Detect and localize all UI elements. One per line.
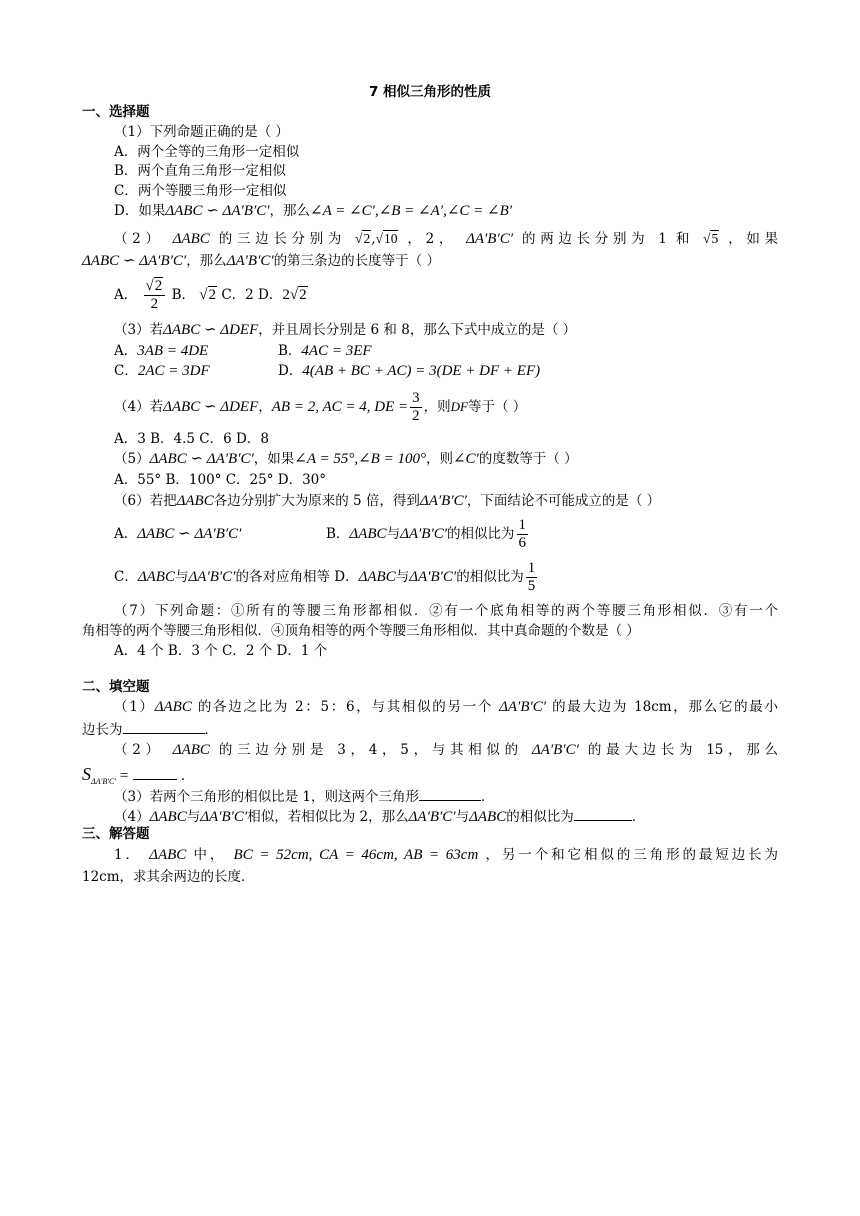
q2-sqrt1: √2: [355, 231, 371, 246]
fill4-math3: ΔA′B′C′: [408, 809, 456, 825]
q3-d-math: 4(AB + BC + AC) = 3(DE + DF + EF): [302, 363, 541, 379]
fill1-line1: [114, 697, 778, 717]
fill1-math1: ΔABC: [154, 699, 192, 715]
q2-num: （2）: [114, 231, 164, 247]
q1-stem: （1）下列命题正确的是（ ）: [114, 124, 289, 140]
q6-d-text1: 与: [395, 569, 410, 585]
fill2-text2: 的最大边长为 15，那么: [587, 742, 779, 758]
q2-stem-line1: （2） ΔABC 的三边长分别为 √2,√10 ，2， ΔA′B′C′ 的两边长分别为 1 和 √5 ，如果: [114, 231, 779, 247]
q6-c-math2: ΔA′B′C′: [188, 569, 236, 585]
q4-stem: [114, 387, 526, 427]
q3-stem: [114, 320, 576, 340]
fill1-answer-blank[interactable]: [123, 719, 205, 734]
fill3-answer-blank[interactable]: [419, 786, 481, 801]
q3-text2: ，并且周长分别是 6 和 8，那么下式中成立的是（ ）: [258, 322, 577, 338]
q2-line2-math2: ΔA′B′C′: [226, 253, 274, 269]
q4-text1: （4）若: [114, 399, 164, 415]
q3-text1: （3）若: [114, 322, 164, 338]
q5-text4: 的度数等于（ ）: [478, 451, 578, 467]
q2-line2-math: ΔABC ∽ ΔA′B′C′: [82, 253, 187, 269]
q2-line2-text2: 的第三条边的长度等于（ ）: [273, 253, 440, 269]
fill2-area-symbol: S: [82, 764, 91, 784]
q2-math-abc: ΔABC: [172, 231, 210, 247]
solve1-line2: 12cm，求其余两边的长度．: [82, 869, 255, 885]
q6-d-label: D．: [334, 569, 359, 585]
fill3-text: （3）若两个三角形的相似比是 1，则这两个三角形: [114, 789, 419, 805]
q2-sqrt3: √5: [703, 231, 719, 246]
q1-d-math1: ΔABC ∽ ΔA′B′C′: [165, 203, 270, 219]
q2-c-option: C．2: [221, 287, 254, 303]
q2-a-label: A．: [114, 287, 138, 303]
fill1-text2: 的最大边为 18cm，那么它的最小: [552, 699, 779, 715]
q4-fraction: $\frac{3}{2}$: [412, 390, 420, 424]
q6-option-c-d: [114, 557, 539, 597]
q5-math3: ∠C′: [452, 451, 479, 467]
q6-b-math1: ΔABC: [349, 526, 387, 542]
q4-math3: DF: [450, 399, 468, 414]
q2-options: [114, 275, 308, 315]
q1-d-prefix: D．如果: [114, 203, 166, 219]
q5-options: A．55° B．100° C．25° D．30°: [114, 472, 326, 488]
q3-c-label: C．: [114, 363, 138, 379]
fill1-text3: 边长为: [82, 722, 123, 738]
q3-option-d: [278, 361, 540, 381]
q2-text4: ，如果: [728, 231, 779, 247]
q4-options: A．3 B．4.5 C．6 D．8: [114, 431, 269, 447]
q4-text3: ，则: [423, 399, 451, 415]
q6-c-math1: ΔABC: [137, 569, 175, 585]
fill4-text1: 与: [186, 809, 201, 825]
q3-option-a: [114, 341, 208, 361]
fill4-line: [114, 806, 645, 827]
fill2-end: ．: [180, 768, 195, 784]
q1-d-mid: ，那么: [269, 203, 311, 219]
q3-c-math: 2AC = 3DF: [137, 363, 210, 379]
solve1-text1: 中，: [193, 847, 227, 863]
q7-options: A．4 个 B．3 个 C．2 个 D．1 个: [114, 643, 328, 659]
q2-stem-line2: [82, 251, 440, 271]
q1-option-c: C．两个等腰三角形一定相似: [114, 183, 287, 199]
q6-text1: （6）若把: [114, 493, 177, 509]
q3-b-math: 4AC = 3EF: [301, 343, 372, 359]
fill2-text1: 的三边分别是 3，4，5，与其相似的: [218, 742, 523, 758]
q6-math1: ΔABC: [176, 493, 214, 509]
fill1-line2: [82, 719, 218, 740]
q6-a-math: ΔABC ∽ ΔA′B′C′: [137, 526, 242, 542]
q5-text1: （5）: [114, 451, 150, 467]
q5-text3: ，则: [425, 451, 453, 467]
q7-line2: 角相等的两个等腰三角形相似．④顶角相等的两个等腰三角形相似．其中真命题的个数是（ ）: [82, 623, 640, 639]
fill4-math2: ΔA′B′C′: [200, 809, 248, 825]
q2-d-value: 2√2: [282, 287, 307, 303]
q6-b-label: B．: [326, 526, 350, 542]
solve1-math2: BC = 52cm, CA = 46cm, AB = 63cm: [233, 847, 479, 863]
fill4-num: （4）: [114, 809, 150, 825]
q5-text2: ，如果: [253, 451, 295, 467]
solve1-math1: ΔABC: [149, 847, 187, 863]
solve1-num: 1．: [114, 847, 142, 863]
q6-option-a: [114, 514, 241, 554]
q3-option-b: [278, 341, 372, 361]
q2-sqrt2: √10: [375, 231, 398, 246]
q6-c-label: C．: [114, 569, 138, 585]
q2-text2: ，2，: [407, 231, 458, 247]
fill2-equals: =: [116, 768, 129, 784]
q6-stem: [114, 491, 660, 511]
q3-math: ΔABC ∽ ΔDEF: [163, 322, 259, 338]
fill2-area-subscript: ΔA′B′C′: [91, 777, 117, 786]
fill1-end: ．: [204, 722, 218, 738]
q6-c-text1: 与: [174, 569, 189, 585]
q6-option-b: [326, 514, 530, 554]
q2-b-label: B．: [171, 287, 195, 303]
q4-math2: AB = 2, AC = 4, DE =: [271, 399, 409, 415]
q2-text3: 的两边长分别为 1 和: [522, 231, 695, 247]
fill4-text2: 相似，若相似比为 2，那么: [247, 809, 409, 825]
q6-c-text2: 的各对应角相等: [235, 569, 330, 585]
q1-d-math2: ∠A = ∠C′,∠B = ∠A′,∠C = ∠B′: [310, 203, 513, 219]
fill4-text3: 与: [455, 809, 470, 825]
q3-a-math: 3AB = 4DE: [137, 343, 209, 359]
q6-d-text2: 的相似比为: [456, 569, 524, 585]
q2-line2-text1: ，那么: [186, 253, 227, 269]
q2-text1: 的三边长分别为: [218, 231, 347, 247]
section-fill-heading: 二、填空题: [82, 679, 150, 695]
q6-d-fraction: $\frac{1}{5}$: [527, 560, 536, 594]
q5-math1: ΔABC ∽ ΔA′B′C′: [149, 451, 254, 467]
q6-math2: ΔA′B′C′: [419, 493, 467, 509]
q6-b-text1: 与: [386, 526, 401, 542]
q5-stem: [114, 449, 578, 469]
fill4-math1: ΔABC: [149, 809, 187, 825]
fill3-line: [114, 786, 494, 807]
q4-math1: ΔABC ∽ ΔDEF: [163, 399, 259, 415]
fill3-end: ．: [480, 789, 495, 805]
q6-b-math2: ΔA′B′C′: [400, 526, 448, 542]
q6-text2: 各边分别扩大为原来的 5 倍，得到: [213, 493, 420, 509]
page-title: 7 相似三角形的性质: [368, 84, 492, 100]
fill1-text1: 的各边之比为 2：5：6，与其相似的另一个: [197, 699, 494, 715]
solve1-text2: ，另一个和它相似的三角形的最短边长为: [485, 847, 779, 863]
q1-option-d: [114, 201, 512, 221]
q2-math-a1b1c1: ΔA′B′C′: [466, 231, 514, 247]
fill1-num: （1）: [114, 699, 155, 715]
q7-line1: （7）下列命题：①所有的等腰三角形都相似．②有一个底角相等的两个等腰三角形相似．③有一个: [114, 603, 778, 619]
q3-b-label: B．: [278, 343, 302, 359]
fill2-math1: ΔABC: [172, 742, 210, 758]
q6-text3: ，下面结论不可能成立的是（ ）: [466, 493, 661, 509]
q3-a-label: A．: [114, 343, 138, 359]
q4-text4: 等于（ ）: [467, 399, 527, 415]
fill4-answer-blank[interactable]: [574, 806, 632, 821]
q6-d-math1: ΔABC: [358, 569, 396, 585]
fill1-math2: ΔA′B′C′: [499, 699, 547, 715]
q6-b-fraction: $\frac{1}{6}$: [518, 517, 527, 551]
fill2-num: （2）: [114, 742, 164, 758]
fill4-text4: 的相似比为: [506, 809, 574, 825]
q2-d-label: D．: [258, 287, 283, 303]
fill2-answer-blank[interactable]: [133, 765, 177, 780]
q6-b-text2: 的相似比为: [447, 526, 515, 542]
section-solve-heading: 三、解答题: [82, 826, 150, 842]
q6-a-label: A．: [114, 526, 138, 542]
solve1-line1: [114, 845, 778, 865]
q1-option-b: B．两个直角三角形一定相似: [114, 163, 286, 179]
fill4-end: ．: [631, 809, 646, 825]
q3-option-c: [114, 361, 210, 381]
q5-math2: ∠A = 55°,∠B = 100°: [294, 451, 426, 467]
q1-option-a: A．两个全等的三角形一定相似: [114, 144, 300, 160]
q4-text2: ，: [258, 399, 272, 415]
fill2-math2: ΔA′B′C′: [531, 742, 579, 758]
q3-d-label: D．: [278, 363, 303, 379]
fill4-math4: ΔABC: [469, 809, 507, 825]
q2-b-sqrt: √2: [199, 287, 217, 303]
fill2-line1: [114, 740, 778, 760]
section-choice-heading: 一、选择题: [82, 104, 150, 120]
q2-a-fraction: $\frac{√2}{2}$: [144, 278, 166, 313]
q6-d-math2: ΔA′B′C′: [409, 569, 457, 585]
